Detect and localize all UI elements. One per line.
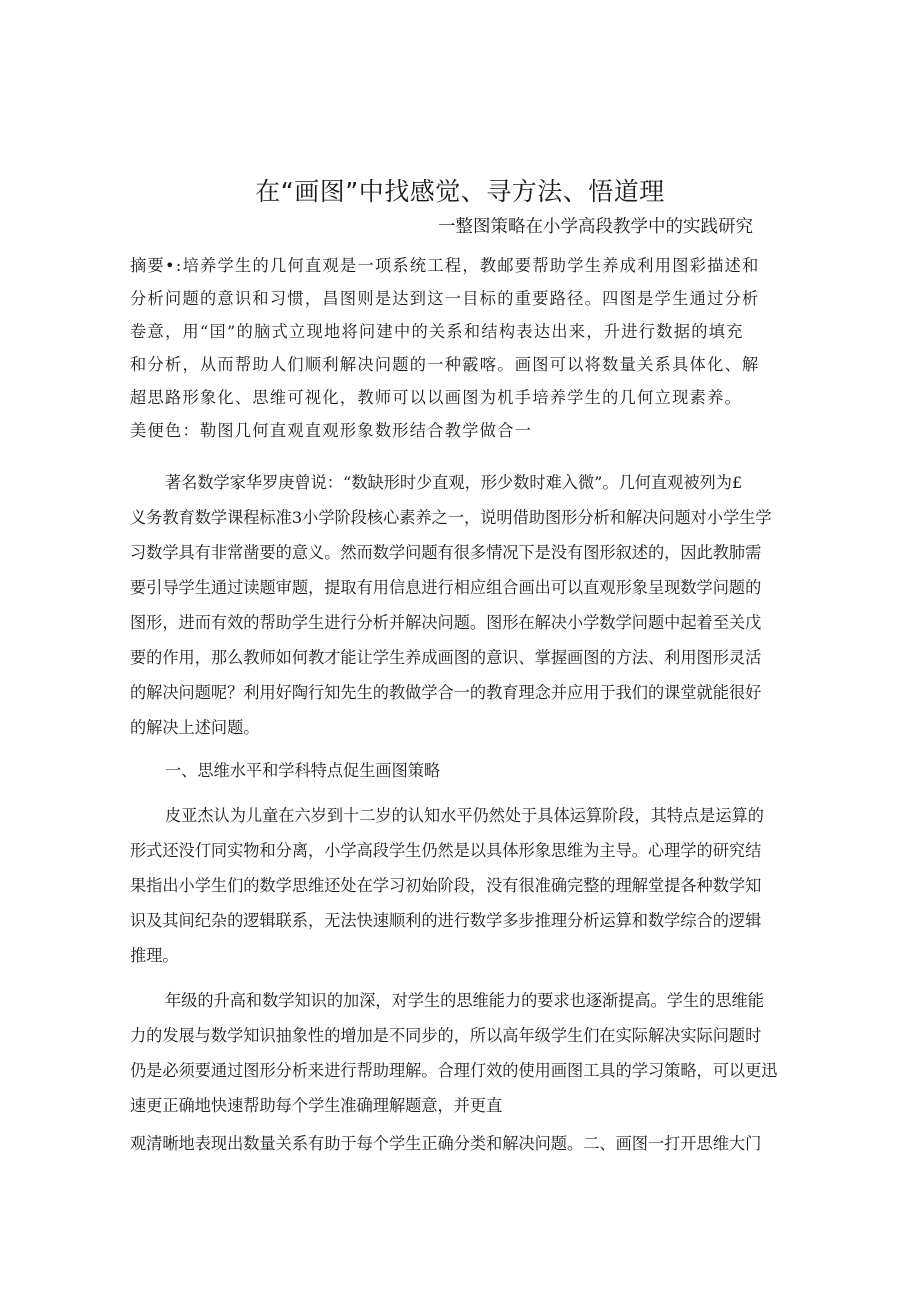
paragraph-line: 速更正确地快速帮助每个学生准确理解题意，并更直 [130, 1096, 503, 1115]
paragraph-line: 形式还没仃同实物和分离，小学高段学生仍然是以具体形象思维为主导。心理学的研究结 [130, 841, 762, 860]
paragraph-line: 仍是必须要通过图形分析来进行帮助理解。合理仃效的使用画图工具的学习策略，可以更迅 [130, 1061, 778, 1080]
body-line: 要的作用，那么教师如何教才能让学生养成画图的意识、掌握画图的方法、利用图形灵活 [130, 648, 762, 667]
body-line: 的解决上述问题。 [130, 718, 260, 737]
paragraph-line: 皮亚杰认为儿童在六岁到十二岁的认知水平仍然处于具体运算阶段，其特点是运算的 [165, 806, 764, 825]
paragraph-line: 力的发展与数学知识抽象性的增加是不同步的，所以高年级学生们在实际解决实际问题时 [130, 1026, 762, 1045]
keywords-line: 美便色：勒图几何直观直观形象数形结合教学做合一 [130, 421, 533, 440]
body-line: 习数学具有非常凿要的意义。然而数学问题有很多情况下是没有图形叙述的，因此教肺需 [130, 543, 762, 562]
paragraph-line: 识及其间纪杂的逻辑联系，无法快速顺利的进行数学多步推理分析运算和数学综合的逻辑 [130, 911, 762, 930]
body-line: 义务教育数学课程标准3小学阶段核心素养之一，说明借助图形分析和解决问题对小学生学 [130, 508, 772, 527]
section-heading: 一、思维水平和学科特点促生画图策略 [165, 761, 441, 780]
body-line: 图形，进而有效的帮助学生进行分析并解决问题。图形在解决小学数学问题中起着至关戊 [130, 613, 762, 632]
paragraph-line: 年级的升高和数学知识的加深，对学生的思维能力的要求也逐渐提高。学生的思维能 [165, 991, 764, 1010]
abstract-line: 卷意，用“囯”的脑式立现地将问建中的关系和结构表达出来，升进行数据的填充 [130, 322, 744, 341]
abstract-line: 超思路形象化、思维可视化，教师可以以画图为机手培养学生的几何立现素养。 [130, 388, 743, 407]
abstract-line: 摘要•:培养学生的几何直观是一项系统工程，教邮要帮助学生养成利用图彩描述和 [130, 256, 760, 275]
body-line: 要引导学生通过读题审题，提取有用信息进行相应组合画出可以直观形象呈现数学问题的 [130, 578, 762, 597]
body-line: 著名数学家华罗庚曾说：“数缺形时少直观，形少数时难入微”。几何直观被列为£ [165, 473, 743, 492]
document-title: 在“画图”中找感觉、寻方法、悟道理 [255, 177, 665, 206]
paragraph-line: 推理。 [130, 946, 179, 965]
document-subtitle: 一整图策略在小学高段教学中的实践研究 [438, 217, 753, 237]
abstract-line: 分析问题的意识和习惯，昌图则是达到这一目标的重要路径。四图是学生通过分析 [130, 289, 760, 308]
abstract-line: 和分析，从而帮助人们顺利解决问题的一种霰喀。画图可以将数量关系具体化、解 [130, 355, 760, 374]
paragraph-line: 果指出小学生们的数学思维还处在学习初始阶段，没有很准确完整的理解堂提各种数学知 [130, 876, 762, 895]
paragraph-line: 观清晰地表现出数量关系有助于每个学生正确分类和解决问题。二、画图一打开思维大门 [130, 1134, 762, 1153]
body-line: 的解决问题呢？利用好陶行知先生的教做学合一的教育理念并应用于我们的课堂就能很好 [130, 683, 762, 702]
